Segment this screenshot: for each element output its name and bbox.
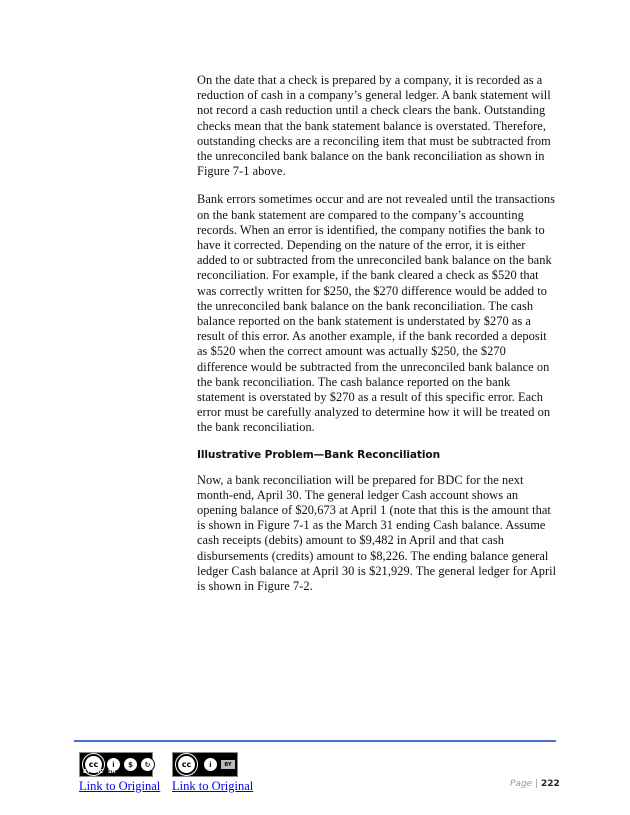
badge1-strip-labels: [83, 769, 116, 775]
cc-by-badge[interactable]: [172, 752, 238, 777]
paragraph-bank-errors: Bank errors sometimes occur and are not revealed until the transactions on the bank statement are compared to the company’s accounting records. When an error is identified, the company notifies the bank to have it corrected. Depending on the nature of the error, it is either added to or subtracted from the unreconciled bank balance on the bank reconciliation. For example, if the bank cleared a check as $520 that was correctly written for $250, the $270 difference would be added to the unreconciled bank balance on the bank reconciliation. The cash balance reported on the bank statement is understated by $270 as a result of this error. As another example, if the bank recorded a deposit as $520 when the correct amount was actually $250, the $270 difference would be subtracted from the unreconciled bank balance on the bank reconciliation. The cash balance reported on the bank statement is overstated by $270 as a result of this specific error. Each error must be carefully analyzed to determine how it will be treated on the bank reconciliation.: [197, 192, 555, 435]
badge1-strip-sa: SA: [108, 769, 116, 775]
badge-label-strip: BY: [221, 760, 235, 769]
noncommercial-icon: $: [123, 757, 138, 772]
page-content: [197, 73, 557, 607]
paragraph-outstanding-checks: On the date that a check is prepared by a company, it is recorded as a reduction of cash in a company’s general ledger. A bank statement will not record a cash reduction until a check clears the bank. Outstanding checks mean that the bank statement balance is overstated. Therefore, outstanding checks are a reconciling item that must be subtracted from the unreconciled bank balance on the bank reconciliation as shown in Figure 7-1 above.: [197, 73, 551, 179]
attribution-icon: i: [203, 757, 218, 772]
paragraph-illustrative-problem: Now, a bank reconciliation will be prepared for BDC for the next month-end, April 30. The general ledger Cash account shows an opening balance of $20,673 at April 1 (note that this is the amount that is shown in Figure 7-1 as the March 31 ending Cash balance. Assume cash receipts (debits) amount to $9,482 in April and that cash disbursements (credits) amount to $8,226. The ending balance general ledger Cash balance at April 30 is $21,929. The general ledger for April is shown in Figure 7-2.: [197, 472, 557, 594]
link-to-original-1[interactable]: Link to Original: [79, 779, 161, 793]
badge1-strip-by: BY: [83, 769, 91, 775]
attribution-icon: i: [106, 757, 121, 772]
footer-divider: [74, 740, 556, 742]
badge1-strip-nc: NC: [95, 769, 104, 775]
cc-icon: cc: [176, 754, 197, 775]
page-label: Page |: [510, 779, 539, 789]
sharealike-icon: ↻: [140, 757, 155, 772]
cc-icon: cc: [83, 754, 104, 775]
link-to-original-2[interactable]: Link to Original: [172, 779, 254, 793]
page-number: [510, 779, 560, 789]
section-heading: Illustrative Problem—Bank Reconciliation: [197, 448, 441, 461]
page-number-value: 222: [540, 779, 560, 789]
